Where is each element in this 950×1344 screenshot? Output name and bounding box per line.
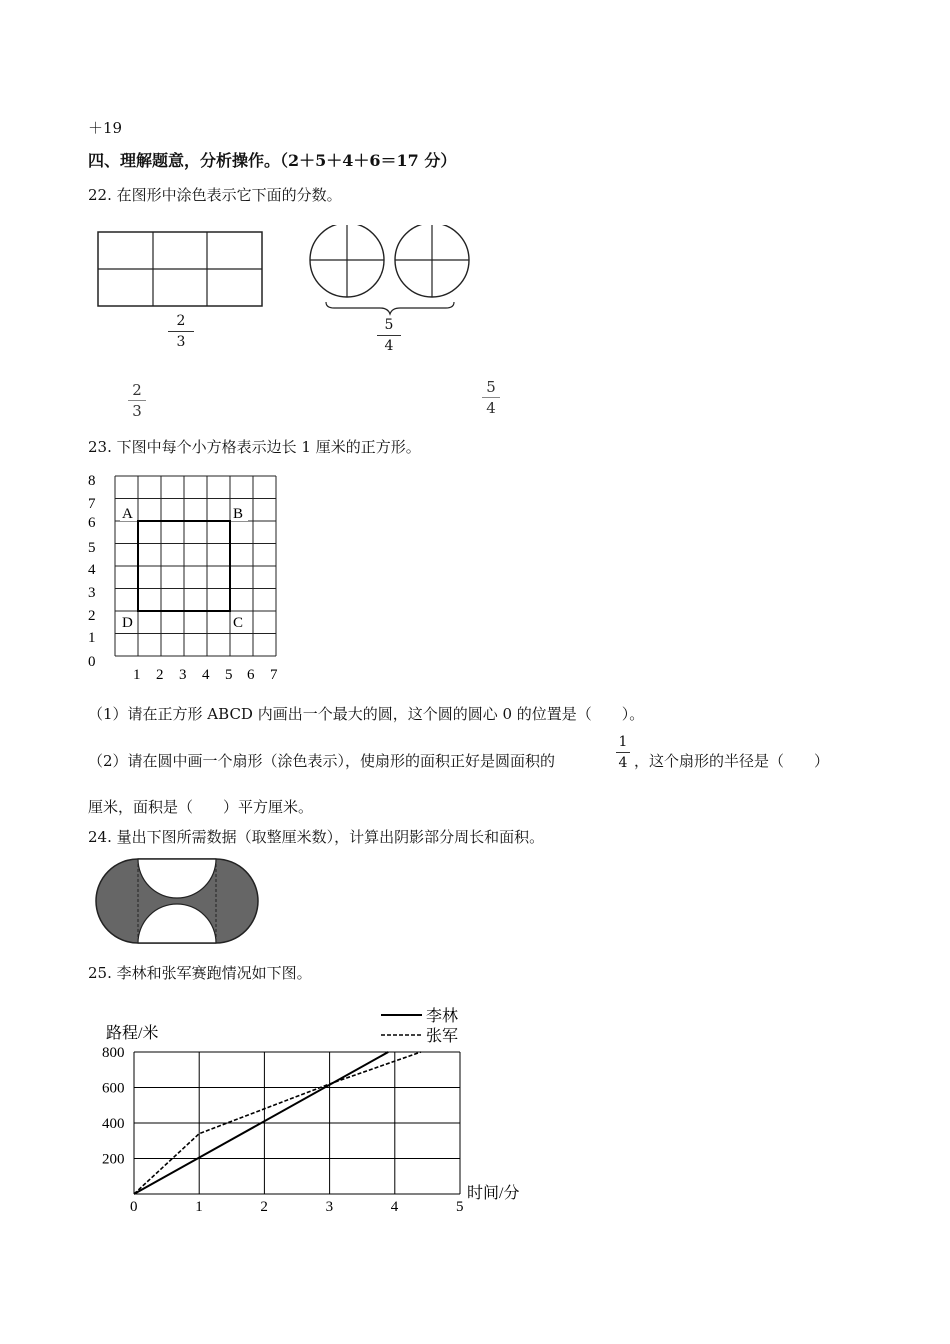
q22-circles-num: 5	[384, 317, 394, 333]
y-label-3: 3	[88, 585, 96, 601]
y-label-7: 7	[88, 496, 96, 512]
q24-figure	[92, 855, 262, 947]
top-fragment: ＋19	[88, 119, 123, 137]
chart-ticks	[102, 1045, 464, 1215]
y-label-8: 8	[88, 473, 96, 489]
x-label-2: 2	[156, 667, 164, 683]
x-label-5: 5	[225, 667, 233, 683]
q23-sub2-a: （2）请在圆中画一个扇形（涂色表示），使扇形的面积正好是圆面积的	[88, 752, 556, 770]
q25-text: 25. 李林和张军赛跑情况如下图。	[88, 964, 312, 982]
corner-d: D	[122, 615, 133, 631]
x-label-3: 3	[179, 667, 187, 683]
q25-chart	[98, 1002, 538, 1220]
q22-answer-right-num: 5	[486, 378, 496, 396]
q22-figures	[90, 225, 490, 360]
corner-b: B	[233, 506, 244, 522]
q22-brace	[326, 302, 454, 314]
q22-answer-left	[128, 381, 146, 420]
q23-sub2-num: 1	[618, 734, 628, 750]
q24-text: 24. 量出下图所需数据（取整厘米数），计算出阴影部分周长和面积。	[88, 828, 545, 846]
section-heading: 四、理解题意，分析操作。（2＋5＋4＋6＝17 分）	[88, 151, 457, 170]
chart-xtick-5: 5	[456, 1199, 464, 1215]
q23-grid	[88, 468, 288, 686]
chart-ylabel: 路程/米	[106, 1025, 159, 1042]
chart-ytick-800: 800	[102, 1045, 125, 1061]
chart-ytick-400: 400	[102, 1116, 125, 1132]
corner-c: C	[233, 615, 244, 631]
q23-grid-lines	[115, 476, 276, 656]
chart-xlabel: 时间/分	[467, 1185, 520, 1202]
q22-answer-left-den: 3	[132, 402, 142, 420]
q23-sub2-b: ，这个扇形的半径是（ ）	[634, 752, 830, 770]
chart-ytick-600: 600	[102, 1080, 125, 1097]
y-label-1: 1	[88, 630, 96, 646]
q22-answer-right	[482, 378, 500, 417]
chart-legend	[381, 1007, 458, 1045]
chart-xtick-3: 3	[325, 1199, 334, 1215]
legend-label-zhangjun: 张军	[426, 1028, 459, 1045]
x-label-1: 1	[133, 667, 141, 683]
q22-text: 22. 在图形中涂色表示它下面的分数。	[88, 186, 342, 204]
chart-grid	[134, 1052, 460, 1194]
x-label-7: 7	[270, 667, 278, 683]
q22-answer-right-den: 4	[486, 399, 496, 417]
q23-sub1: （1）请在正方形 ABCD 内画出一个最大的圆，这个圆的圆心 0 的位置是（ ）。	[88, 705, 645, 723]
q23-sub2-den: 4	[618, 755, 628, 771]
q22-rect-fraction	[168, 312, 194, 351]
y-label-2: 2	[88, 608, 96, 624]
y-label-5: 5	[88, 540, 96, 556]
y-label-6: 6	[88, 515, 96, 531]
chart-xtick-0: 0	[130, 1199, 138, 1215]
q22-rectangle-grid	[98, 232, 262, 306]
chart-xtick-2: 2	[260, 1199, 268, 1215]
q22-rect-den: 3	[176, 334, 186, 350]
chart-xtick-4: 4	[390, 1199, 399, 1215]
q22-answer-left-num: 2	[132, 381, 142, 399]
y-label-0: 0	[88, 654, 96, 670]
y-label-4: 4	[88, 562, 96, 578]
q22-circle-left	[310, 225, 384, 297]
chart-xtick-1: 1	[195, 1199, 203, 1215]
q23-sub2-c: 厘米，面积是（ ）平方厘米。	[88, 798, 314, 816]
q23-text: 23. 下图中每个小方格表示边长 1 厘米的正方形。	[88, 438, 421, 456]
chart-ytick-200: 200	[102, 1151, 125, 1168]
q22-circle-right	[395, 225, 469, 297]
x-label-6: 6	[247, 667, 255, 683]
q22-rect-num: 2	[176, 313, 186, 329]
legend-label-lilin: 李林	[426, 1008, 459, 1025]
q22-circles-fraction	[377, 316, 401, 355]
q22-circles-den: 4	[384, 338, 394, 354]
x-label-4: 4	[202, 667, 210, 683]
q23-sub2-fraction	[616, 733, 630, 772]
corner-a: A	[122, 506, 133, 522]
